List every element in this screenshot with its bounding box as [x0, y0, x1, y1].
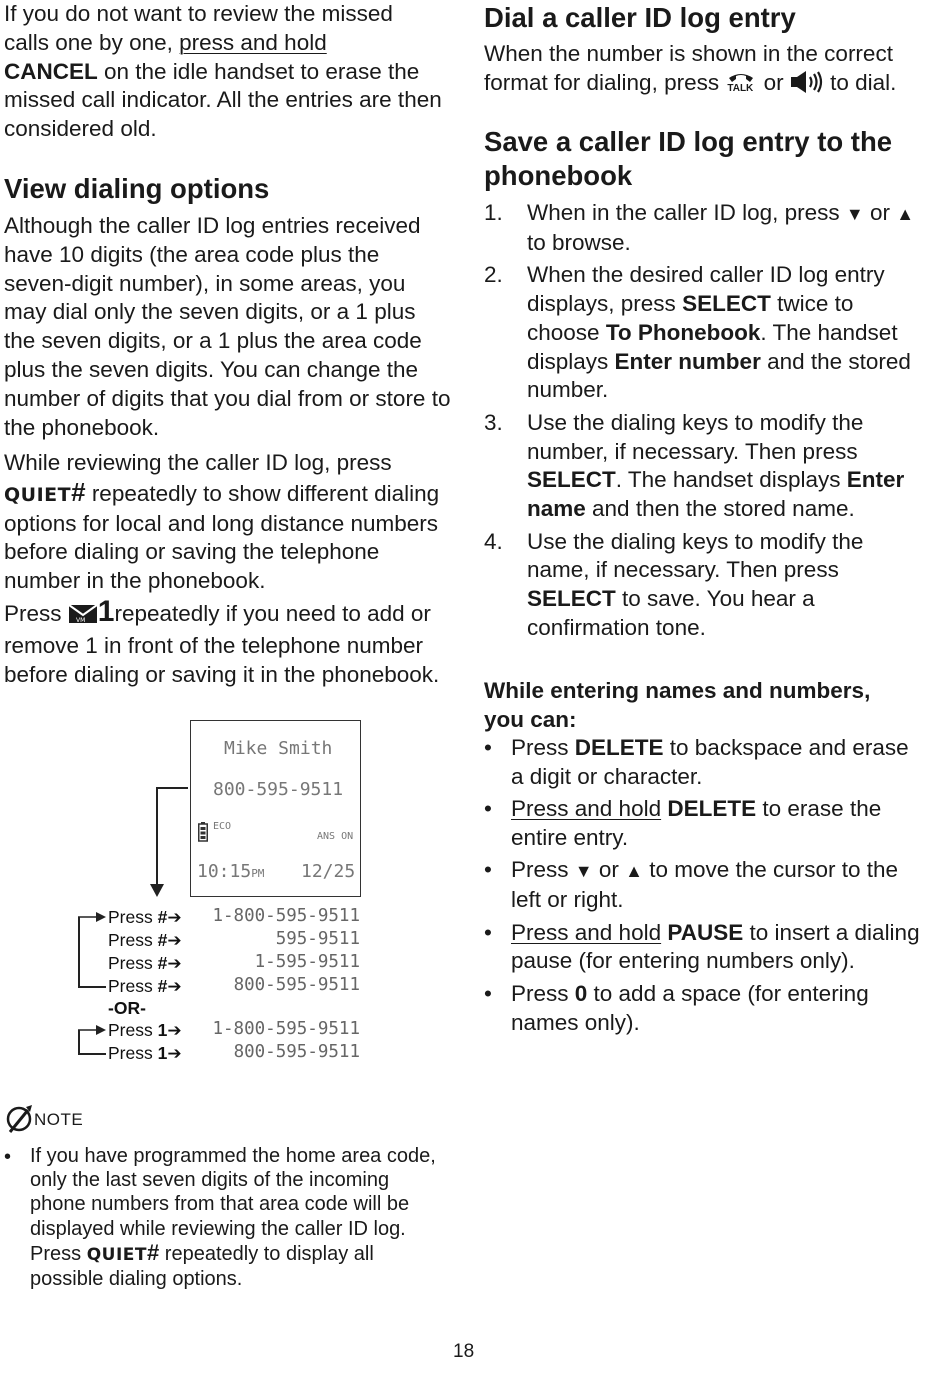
note-text: If you have programmed the home area code, only the last seven digits of the incoming phone numbers from that area code will be displayed while reviewing the caller ID log. Press QUIET# repeatedly to display all possible dialing options.	[30, 1145, 436, 1291]
editing-tips-list	[484, 734, 924, 1041]
key-label: PAUSE	[667, 919, 744, 945]
key-label: Enter name	[527, 467, 905, 522]
list-item	[484, 980, 924, 1038]
dial-format-number: 595-9511	[275, 929, 360, 949]
save-steps-list	[484, 199, 924, 646]
step-number: 4.	[484, 528, 503, 554]
down-arrow-key-icon: ▼	[574, 861, 593, 882]
arrow-icon: ➔	[167, 1044, 182, 1063]
text-run: or	[592, 857, 626, 883]
step-number: 3.	[484, 409, 503, 435]
display-time: 10:15PM	[197, 861, 265, 882]
view-paragraph-1: Although the caller ID log entries received have 10 digits (the area code plus the seven-digit number), in some areas, you may dial only the seven digits, or a 1 plus the seven digits, or a 1 plus the area code plus the seven digits. You can change the number of digits that you dial from or store to the phonebook.	[4, 213, 451, 440]
list-item	[484, 734, 924, 792]
bullet-dot: •	[484, 735, 492, 760]
cancel-key: CANCEL	[4, 58, 98, 84]
bracket-arrow-icon	[78, 1023, 108, 1042]
voicemail-key-icon	[68, 602, 98, 632]
hash-key: #	[71, 476, 86, 507]
connector-line	[156, 787, 188, 789]
view-paragraph-2: While reviewing the caller ID log, press QUIET# repeatedly to show different dialing options for local and long distance numbers before dialing or saving the telephone number in the phonebook.	[4, 450, 440, 594]
list-item	[484, 856, 924, 915]
key-label: DELETE	[667, 796, 757, 822]
press-row: Press #➔	[108, 930, 182, 950]
one-key: 1	[97, 595, 115, 628]
note-bullet: •	[4, 1146, 12, 1168]
note-icon	[4, 1104, 34, 1139]
bullet-dot: •	[484, 796, 492, 822]
text-run: . The handset displays	[527, 319, 898, 374]
text-run: to add a space (for entering names only).	[511, 980, 869, 1035]
text-run: to move the cursor to the left or right.	[511, 857, 899, 913]
quiet-key-label: QUIET	[86, 1244, 147, 1265]
text-run: or	[863, 200, 897, 225]
bullet-dot: •	[484, 980, 492, 1006]
dial-format-number: 800-595-9511	[233, 975, 360, 995]
speaker-icon	[790, 70, 824, 102]
text-run: and the stored number.	[527, 348, 911, 403]
handset-display	[190, 720, 361, 897]
text-run: Press	[511, 980, 575, 1006]
missed-calls-paragraph: If you do not want to review the missed calls one by one, press and hold CANCEL on the idle handset to erase the missed call indicator. All the entries are then considered old.	[4, 1, 442, 142]
dial-entry-paragraph: When the number is shown in the correct format for dialing, press TALK or to dial.	[484, 40, 929, 102]
text-run: Press	[511, 857, 575, 883]
or-label: -OR-	[108, 998, 146, 1018]
display-name: Mike Smith	[224, 738, 333, 759]
dial-entry-heading: Dial a caller ID log entry	[484, 2, 796, 33]
key-label: DELETE	[574, 735, 664, 760]
key-label: SELECT	[527, 586, 616, 612]
step-item	[484, 528, 924, 643]
view-paragraph-3: Press VM 1repeatedly if you need to add or remove 1 in front of the telephone number before dialing or saving it in the phonebook.	[4, 595, 440, 687]
battery-icon	[198, 822, 208, 847]
arrow-icon: ➔	[167, 931, 182, 950]
page-number: 18	[453, 1341, 475, 1362]
view-dialing-options-heading: View dialing options	[4, 173, 270, 204]
text-run: Use the dialing keys to modify the name, if necessary. Then press	[527, 528, 864, 583]
arrow-icon: ➔	[167, 1021, 182, 1040]
bullet-dot: •	[484, 919, 492, 945]
bracket-line	[78, 1053, 106, 1055]
arrow-icon: ➔	[167, 954, 182, 973]
note-label: NOTE	[34, 1110, 84, 1129]
list-item	[484, 795, 924, 853]
dial-format-number: 1-800-595-9511	[212, 1019, 360, 1039]
answering-indicator: ANS ON	[317, 831, 354, 842]
bracket-arrow-icon	[78, 910, 108, 929]
text-run: When in the caller ID log, press	[527, 200, 846, 225]
list-item	[484, 919, 924, 977]
talk-key-icon: TALK	[725, 70, 757, 96]
display-date: 12/25	[301, 861, 356, 882]
arrow-icon: ➔	[167, 908, 182, 927]
eco-indicator: ECO	[213, 821, 232, 832]
press-and-hold-text: press and hold	[179, 29, 327, 55]
down-arrow-key-icon: ▼	[845, 204, 864, 224]
text-run: to erase the entire entry.	[511, 796, 882, 850]
step-number: 2.	[484, 262, 503, 288]
text-run: . The handset displays	[615, 467, 847, 493]
text-run: When the desired caller ID log entry displays, press	[527, 262, 885, 316]
press-row: Press #➔	[108, 953, 182, 973]
dial-format-number: 1-595-9511	[254, 952, 360, 972]
bullet-dot: •	[484, 857, 492, 883]
svg-text:VM: VM	[75, 617, 86, 624]
connector-line	[156, 787, 158, 887]
step-number: 1.	[484, 200, 503, 225]
while-entering-heading: While entering names and numbers, you can:	[484, 678, 871, 732]
text-run: Press	[511, 735, 575, 760]
up-arrow-key-icon: ▲	[896, 204, 915, 224]
text-run: twice to choose	[527, 290, 854, 345]
press-row: Press #➔	[108, 976, 182, 996]
dial-format-number: 800-595-9511	[233, 1042, 360, 1062]
key-label: To Phonebook	[605, 319, 761, 345]
press-row: Press 1➔	[108, 1043, 182, 1063]
save-entry-heading: Save a caller ID log entry to the phonebook	[484, 126, 893, 191]
display-number: 800-595-9511	[213, 779, 344, 800]
key-label: Enter number	[614, 348, 761, 374]
bracket-line	[78, 986, 106, 988]
arrow-icon: ➔	[167, 977, 182, 996]
key-label: 0	[574, 980, 588, 1006]
press-and-hold-text: Press and hold	[511, 919, 662, 945]
press-and-hold-text: Press and hold	[511, 796, 662, 822]
down-arrow-icon	[150, 884, 164, 903]
step-item	[484, 409, 924, 524]
key-label: SELECT	[682, 290, 771, 316]
up-arrow-key-icon: ▲	[625, 861, 643, 882]
text-run: Use the dialing keys to modify the number, if necessary. Then press	[527, 409, 864, 464]
press-row: Press #➔	[108, 907, 182, 927]
press-row: Press 1➔	[108, 1020, 182, 1040]
text-run: to insert a dialing pause (for entering numbers only).	[511, 919, 920, 974]
step-item	[484, 199, 924, 258]
quiet-key-label: QUIET	[4, 483, 72, 506]
dial-format-number: 1-800-595-9511	[212, 906, 360, 926]
text-run: to backspace and erase a digit or character.	[511, 735, 909, 789]
key-label: SELECT	[527, 467, 616, 493]
step-item	[484, 261, 924, 405]
text-run: to save. You hear a confirmation tone.	[527, 586, 815, 640]
text-run: to browse.	[527, 229, 631, 255]
text-run: and then the stored name.	[585, 496, 855, 522]
hash-key: #	[146, 1239, 160, 1265]
